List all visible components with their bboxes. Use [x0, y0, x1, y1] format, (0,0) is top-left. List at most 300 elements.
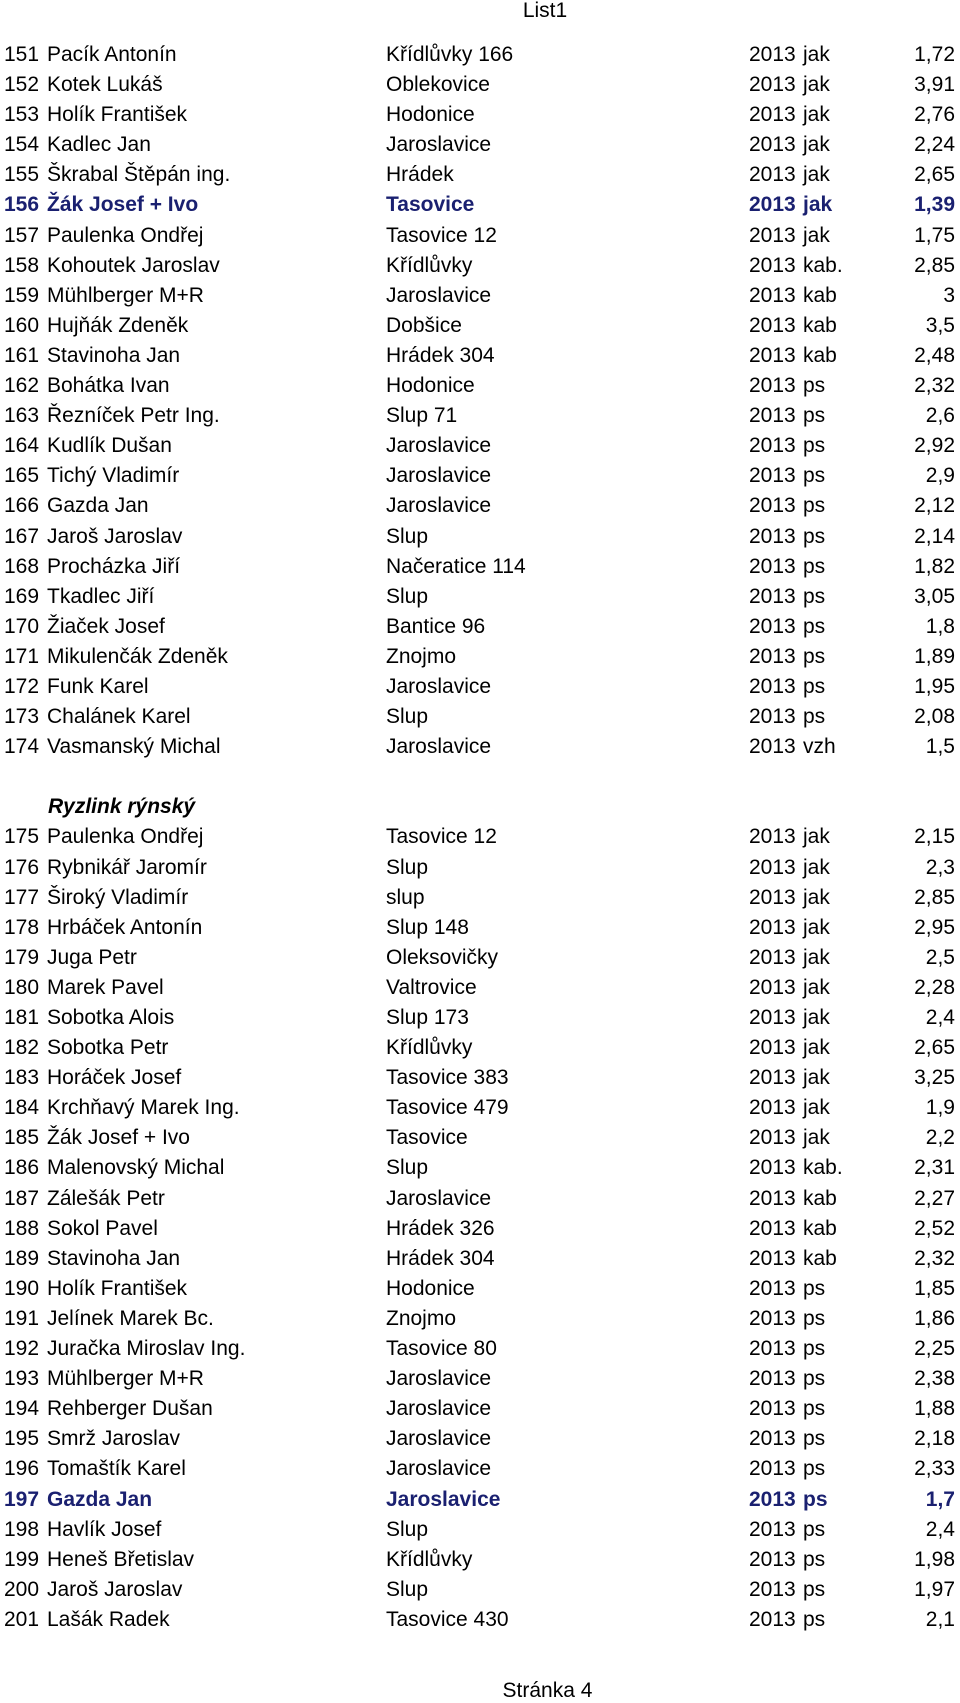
- vintage-year: 2013: [749, 404, 796, 428]
- grower-name: Paulenka Ondřej: [47, 825, 204, 849]
- grower-place: Křídlůvky: [386, 1036, 473, 1060]
- grower-name: Hujňák Zdeněk: [47, 313, 189, 337]
- table-row: [0, 431, 960, 461]
- vintage-year: 2013: [749, 223, 796, 247]
- wine-value: 2,65: [914, 163, 955, 187]
- row-number: 197: [4, 1487, 40, 1511]
- row-number: 175: [4, 825, 40, 849]
- grower-place: slup: [386, 885, 425, 909]
- table-row: [0, 1003, 960, 1033]
- wine-type: ps: [803, 1337, 826, 1361]
- grower-name: Jelínek Marek Bc.: [47, 1306, 214, 1330]
- row-number: 199: [4, 1547, 40, 1571]
- wine-value: 2,76: [914, 103, 955, 127]
- vintage-year: 2013: [749, 1126, 796, 1150]
- vintage-year: 2013: [749, 1306, 796, 1330]
- vintage-year: 2013: [749, 1607, 796, 1631]
- grower-place: Tasovice 430: [386, 1607, 509, 1631]
- vintage-year: 2013: [749, 1216, 796, 1240]
- wine-value: 2,1: [925, 1607, 955, 1631]
- vintage-year: 2013: [749, 825, 796, 849]
- wine-value: 2,92: [914, 434, 955, 458]
- wine-type: kab.: [803, 253, 843, 277]
- grower-name: Kohoutek Jaroslav: [47, 253, 220, 277]
- vintage-year: 2013: [749, 313, 796, 337]
- row-number: 177: [4, 885, 40, 909]
- row-number: 178: [4, 915, 40, 939]
- wine-value: 3,91: [914, 73, 955, 97]
- table-row: [0, 1244, 960, 1274]
- grower-place: Tasovice: [386, 193, 475, 217]
- wine-value: 3,25: [914, 1066, 955, 1090]
- table-row: [0, 883, 960, 913]
- grower-place: Slup: [386, 1577, 429, 1601]
- vintage-year: 2013: [749, 614, 796, 638]
- grower-name: Heneš Břetislav: [47, 1547, 195, 1571]
- grower-name: Marek Pavel: [47, 975, 164, 999]
- grower-place: Slup: [386, 705, 429, 729]
- grower-place: Slup 148: [386, 915, 469, 939]
- grower-name: Gazda Jan: [47, 494, 149, 518]
- blank-row: [0, 762, 960, 792]
- wine-type: ps: [803, 554, 826, 578]
- vintage-year: 2013: [749, 1547, 796, 1571]
- grower-place: Jaroslavice: [386, 464, 492, 488]
- vintage-year: 2013: [749, 163, 796, 187]
- grower-place: Slup: [386, 855, 429, 879]
- wine-type: jak: [803, 163, 830, 187]
- grower-place: Jaroslavice: [386, 1186, 492, 1210]
- grower-place: Jaroslavice: [386, 1427, 492, 1451]
- table-row: [0, 1123, 960, 1153]
- table-row: [0, 160, 960, 190]
- grower-place: Jaroslavice: [386, 283, 492, 307]
- wine-value: 1,85: [914, 1276, 955, 1300]
- wine-value: 2,15: [914, 825, 955, 849]
- table-row: [0, 973, 960, 1003]
- wine-value: 2,31: [914, 1156, 955, 1180]
- wine-value: 1,97: [914, 1577, 955, 1601]
- wine-value: 2,4: [925, 1006, 955, 1029]
- wine-value: 2,08: [914, 705, 955, 729]
- vintage-year: 2013: [749, 975, 796, 999]
- row-number: 158: [4, 253, 40, 277]
- wine-type: ps: [803, 1276, 826, 1300]
- grower-place: Hrádek 304: [386, 1246, 495, 1270]
- grower-place: Znojmo: [386, 644, 457, 668]
- table-row: [0, 221, 960, 251]
- wine-type: ps: [803, 1607, 826, 1631]
- wine-value: 2,9: [925, 464, 955, 488]
- grower-name: Kadlec Jan: [47, 133, 151, 157]
- row-number: 196: [4, 1457, 40, 1481]
- wine-value: 2,32: [914, 374, 955, 398]
- table-row: [0, 1184, 960, 1214]
- wine-type: jak: [803, 193, 833, 217]
- wine-value: 2,18: [914, 1427, 955, 1451]
- wine-value: 2,48: [914, 343, 955, 367]
- row-number: 194: [4, 1397, 40, 1421]
- vintage-year: 2013: [749, 1186, 796, 1210]
- wine-type: jak: [803, 1006, 830, 1029]
- row-number: 171: [4, 644, 40, 668]
- wine-type: jak: [803, 1126, 830, 1150]
- table-row: [0, 1304, 960, 1334]
- row-number: 201: [4, 1607, 40, 1631]
- wine-type: kab: [803, 343, 837, 367]
- row-number: 160: [4, 313, 40, 337]
- grower-name: Malenovský Michal: [47, 1156, 225, 1180]
- grower-name: Žiaček Josef: [47, 614, 165, 638]
- table-row: [0, 522, 960, 552]
- table-row: [0, 70, 960, 100]
- row-number: 165: [4, 464, 40, 488]
- row-number: 162: [4, 374, 40, 398]
- grower-name: Lašák Radek: [47, 1607, 170, 1631]
- grower-name: Kudlík Dušan: [47, 434, 172, 458]
- row-number: 169: [4, 584, 40, 608]
- row-number: 174: [4, 735, 40, 759]
- wine-type: kab: [803, 283, 837, 307]
- table-row: [0, 1274, 960, 1304]
- grower-place: Hrádek: [386, 163, 454, 187]
- wine-value: 1,7: [925, 1487, 955, 1511]
- grower-name: Tichý Vladimír: [47, 464, 180, 488]
- vintage-year: 2013: [749, 1156, 796, 1180]
- vintage-year: 2013: [749, 524, 796, 548]
- wine-type: jak: [803, 1066, 830, 1090]
- wine-value: 1,89: [914, 644, 955, 668]
- wine-value: 2,25: [914, 1337, 955, 1361]
- grower-place: Oleksovičky: [386, 945, 499, 969]
- wine-value: 3,5: [925, 313, 955, 337]
- data-sheet: [0, 40, 960, 1635]
- rows-block-before: [0, 40, 960, 762]
- grower-place: Dobšice: [386, 313, 462, 337]
- grower-name: Škrabal Štěpán ing.: [47, 163, 231, 187]
- vintage-year: 2013: [749, 1006, 796, 1029]
- grower-place: Bantice 96: [386, 614, 486, 638]
- wine-value: 2,52: [914, 1216, 955, 1240]
- vintage-year: 2013: [749, 1096, 796, 1120]
- table-row: [0, 1394, 960, 1424]
- wine-type: ps: [803, 1487, 828, 1511]
- vintage-year: 2013: [749, 73, 796, 97]
- table-row: [0, 190, 960, 220]
- wine-type: kab: [803, 1246, 837, 1270]
- vintage-year: 2013: [749, 103, 796, 127]
- table-row: [0, 1515, 960, 1545]
- wine-value: 2,28: [914, 975, 955, 999]
- vintage-year: 2013: [749, 1397, 796, 1421]
- row-number: 200: [4, 1577, 40, 1601]
- table-row: [0, 1605, 960, 1635]
- wine-value: 2,24: [914, 133, 955, 157]
- grower-place: Tasovice 479: [386, 1096, 509, 1120]
- grower-place: Jaroslavice: [386, 735, 492, 759]
- grower-name: Sobotka Alois: [47, 1006, 175, 1029]
- table-row: [0, 40, 960, 70]
- wine-type: ps: [803, 1367, 826, 1391]
- grower-place: Slup: [386, 584, 429, 608]
- grower-name: Mühlberger M+R: [47, 283, 204, 307]
- sheet-title: List1: [522, 0, 568, 22]
- wine-type: jak: [803, 975, 830, 999]
- grower-name: Sokol Pavel: [47, 1216, 158, 1240]
- row-number: 170: [4, 614, 40, 638]
- vintage-year: 2013: [749, 43, 796, 66]
- wine-value: 1,8: [925, 614, 955, 638]
- wine-type: jak: [803, 133, 830, 157]
- vintage-year: 2013: [749, 464, 796, 488]
- table-row: [0, 913, 960, 943]
- wine-type: ps: [803, 1397, 826, 1421]
- grower-name: Funk Karel: [47, 674, 149, 698]
- grower-place: Načeratice 114: [386, 554, 526, 578]
- grower-place: Znojmo: [386, 1306, 457, 1330]
- row-number: 198: [4, 1517, 40, 1541]
- wine-type: ps: [803, 1457, 826, 1481]
- table-row: [0, 311, 960, 341]
- wine-value: 1,75: [914, 223, 955, 247]
- wine-value: 1,82: [914, 554, 955, 578]
- vintage-year: 2013: [749, 1517, 796, 1541]
- wine-value: 3: [943, 283, 955, 307]
- table-row: [0, 1153, 960, 1183]
- wine-type: jak: [803, 1036, 830, 1060]
- grower-name: Holík František: [47, 103, 188, 127]
- wine-value: 2,85: [914, 253, 955, 277]
- grower-place: Křídlůvky: [386, 253, 473, 277]
- row-number: 192: [4, 1337, 40, 1361]
- page-footer: Stránka 4: [502, 1679, 593, 1702]
- table-row: [0, 672, 960, 702]
- table-row: [0, 281, 960, 311]
- grower-place: Křídlůvky 166: [386, 43, 514, 66]
- vintage-year: 2013: [749, 193, 796, 217]
- wine-type: ps: [803, 674, 826, 698]
- wine-type: ps: [803, 1427, 826, 1451]
- grower-name: Gazda Jan: [47, 1487, 153, 1511]
- wine-type: jak: [803, 915, 830, 939]
- wine-type: ps: [803, 584, 826, 608]
- grower-place: Hodonice: [386, 1276, 475, 1300]
- table-row: [0, 251, 960, 281]
- grower-place: Hodonice: [386, 103, 475, 127]
- wine-type: ps: [803, 374, 826, 398]
- table-row: [0, 1334, 960, 1364]
- grower-place: Křídlůvky: [386, 1547, 473, 1571]
- table-row: [0, 401, 960, 431]
- vintage-year: 2013: [749, 855, 796, 879]
- vintage-year: 2013: [749, 1427, 796, 1451]
- wine-value: 1,95: [914, 674, 955, 698]
- table-row: [0, 582, 960, 612]
- wine-type: jak: [803, 103, 830, 127]
- wine-value: 1,9: [925, 1096, 955, 1120]
- table-row: [0, 822, 960, 852]
- wine-value: 2,38: [914, 1367, 955, 1391]
- vintage-year: 2013: [749, 434, 796, 458]
- vintage-year: 2013: [749, 554, 796, 578]
- vintage-year: 2013: [749, 885, 796, 909]
- wine-value: 2,14: [914, 524, 955, 548]
- row-number: 184: [4, 1096, 40, 1120]
- row-number: 163: [4, 404, 40, 428]
- wine-type: jak: [803, 855, 830, 879]
- table-row: [0, 371, 960, 401]
- row-number: 173: [4, 705, 40, 729]
- grower-name: Juračka Miroslav Ing.: [47, 1337, 246, 1361]
- grower-name: Sobotka Petr: [47, 1036, 169, 1060]
- grower-name: Žák Josef + Ivo: [47, 1126, 190, 1150]
- row-number: 193: [4, 1367, 40, 1391]
- wine-type: kab: [803, 1186, 837, 1210]
- vintage-year: 2013: [749, 705, 796, 729]
- vintage-year: 2013: [749, 1457, 796, 1481]
- grower-place: Oblekovice: [386, 73, 490, 97]
- grower-name: Holík František: [47, 1276, 188, 1300]
- grower-place: Tasovice 12: [386, 223, 497, 247]
- row-number: 166: [4, 494, 40, 518]
- table-row: [0, 100, 960, 130]
- row-number: 189: [4, 1246, 40, 1270]
- wine-type: ps: [803, 644, 826, 668]
- grower-name: Havlík Josef: [47, 1517, 162, 1541]
- wine-value: 2,65: [914, 1036, 955, 1060]
- grower-name: Procházka Jiří: [47, 554, 181, 578]
- table-row: [0, 1575, 960, 1605]
- grower-name: Jaroš Jaroslav: [47, 1577, 183, 1601]
- wine-type: kab.: [803, 1156, 843, 1180]
- vintage-year: 2013: [749, 1036, 796, 1060]
- wine-value: 1,39: [914, 193, 955, 217]
- grower-place: Jaroslavice: [386, 1397, 492, 1421]
- grower-place: Valtrovice: [386, 975, 477, 999]
- wine-type: kab: [803, 1216, 837, 1240]
- row-number: 151: [4, 43, 40, 66]
- grower-name: Krchňavý Marek Ing.: [47, 1096, 240, 1120]
- wine-value: 2,12: [914, 494, 955, 518]
- vintage-year: 2013: [749, 735, 796, 759]
- wine-type: ps: [803, 464, 826, 488]
- table-row: [0, 1063, 960, 1093]
- grower-name: Jaroš Jaroslav: [47, 524, 183, 548]
- wine-value: 2,2: [925, 1126, 955, 1150]
- row-number: 186: [4, 1156, 40, 1180]
- vintage-year: 2013: [749, 915, 796, 939]
- grower-place: Hrádek 304: [386, 343, 495, 367]
- row-number: 195: [4, 1427, 40, 1451]
- wine-value: 2,27: [914, 1186, 955, 1210]
- vintage-year: 2013: [749, 945, 796, 969]
- row-number: 157: [4, 223, 40, 247]
- grower-name: Rybnikář Jaromír: [47, 855, 207, 879]
- wine-type: ps: [803, 614, 826, 638]
- table-row: [0, 943, 960, 973]
- row-number: 172: [4, 674, 40, 698]
- wine-type: jak: [803, 223, 830, 247]
- grower-place: Tasovice 12: [386, 825, 497, 849]
- grower-name: Kotek Lukáš: [47, 73, 163, 97]
- wine-value: 2,95: [914, 915, 955, 939]
- grower-name: Pacík Antonín: [47, 43, 177, 66]
- wine-value: 2,85: [914, 885, 955, 909]
- wine-value: 3,05: [914, 584, 955, 608]
- wine-value: 1,86: [914, 1306, 955, 1330]
- table-row: [0, 612, 960, 642]
- row-number: 154: [4, 133, 40, 157]
- grower-name: Široký Vladimír: [47, 885, 189, 909]
- row-number: 161: [4, 343, 40, 367]
- vintage-year: 2013: [749, 1066, 796, 1090]
- grower-place: Tasovice 80: [386, 1337, 497, 1361]
- table-row: [0, 552, 960, 582]
- wine-value: 2,5: [925, 945, 955, 969]
- vintage-year: 2013: [749, 1246, 796, 1270]
- grower-name: Bohátka Ivan: [47, 374, 170, 398]
- row-number: 159: [4, 283, 40, 307]
- grower-name: Mühlberger M+R: [47, 1367, 204, 1391]
- grower-place: Jaroslavice: [386, 1487, 501, 1511]
- wine-type: ps: [803, 494, 826, 518]
- row-number: 164: [4, 434, 40, 458]
- table-row: [0, 1545, 960, 1575]
- vintage-year: 2013: [749, 253, 796, 277]
- row-number: 167: [4, 524, 40, 548]
- vintage-year: 2013: [749, 644, 796, 668]
- vintage-year: 2013: [749, 584, 796, 608]
- row-number: 188: [4, 1216, 40, 1240]
- wine-value: 2,4: [925, 1517, 955, 1541]
- table-row: [0, 1093, 960, 1123]
- grower-place: Slup: [386, 1156, 429, 1180]
- wine-value: 2,33: [914, 1457, 955, 1481]
- vintage-year: 2013: [749, 283, 796, 307]
- table-row: [0, 491, 960, 521]
- wine-value: 1,5: [925, 735, 955, 759]
- row-number: 180: [4, 975, 40, 999]
- vintage-year: 2013: [749, 494, 796, 518]
- vintage-year: 2013: [749, 1487, 796, 1511]
- wine-type: ps: [803, 434, 826, 458]
- section-title: Ryzlink rýnský: [48, 795, 196, 819]
- grower-name: Juga Petr: [47, 945, 137, 969]
- grower-place: Hrádek 326: [386, 1216, 495, 1240]
- wine-type: jak: [803, 825, 830, 849]
- rows-block-after: [0, 822, 960, 1635]
- table-row: [0, 1424, 960, 1454]
- table-row: [0, 1454, 960, 1484]
- grower-name: Stavinoha Jan: [47, 1246, 181, 1270]
- grower-name: Paulenka Ondřej: [47, 223, 204, 247]
- row-number: 153: [4, 103, 40, 127]
- wine-value: 1,98: [914, 1547, 955, 1571]
- grower-place: Jaroslavice: [386, 674, 492, 698]
- wine-value: 1,72: [914, 43, 955, 66]
- grower-place: Jaroslavice: [386, 1457, 492, 1481]
- grower-name: Hrbáček Antonín: [47, 915, 203, 939]
- grower-place: Jaroslavice: [386, 1367, 492, 1391]
- row-number: 176: [4, 855, 40, 879]
- table-row: [0, 1485, 960, 1515]
- wine-type: jak: [803, 885, 830, 909]
- row-number: 179: [4, 945, 40, 969]
- table-row: [0, 461, 960, 491]
- grower-place: Slup: [386, 524, 429, 548]
- row-number: 152: [4, 73, 40, 97]
- table-row: [0, 1033, 960, 1063]
